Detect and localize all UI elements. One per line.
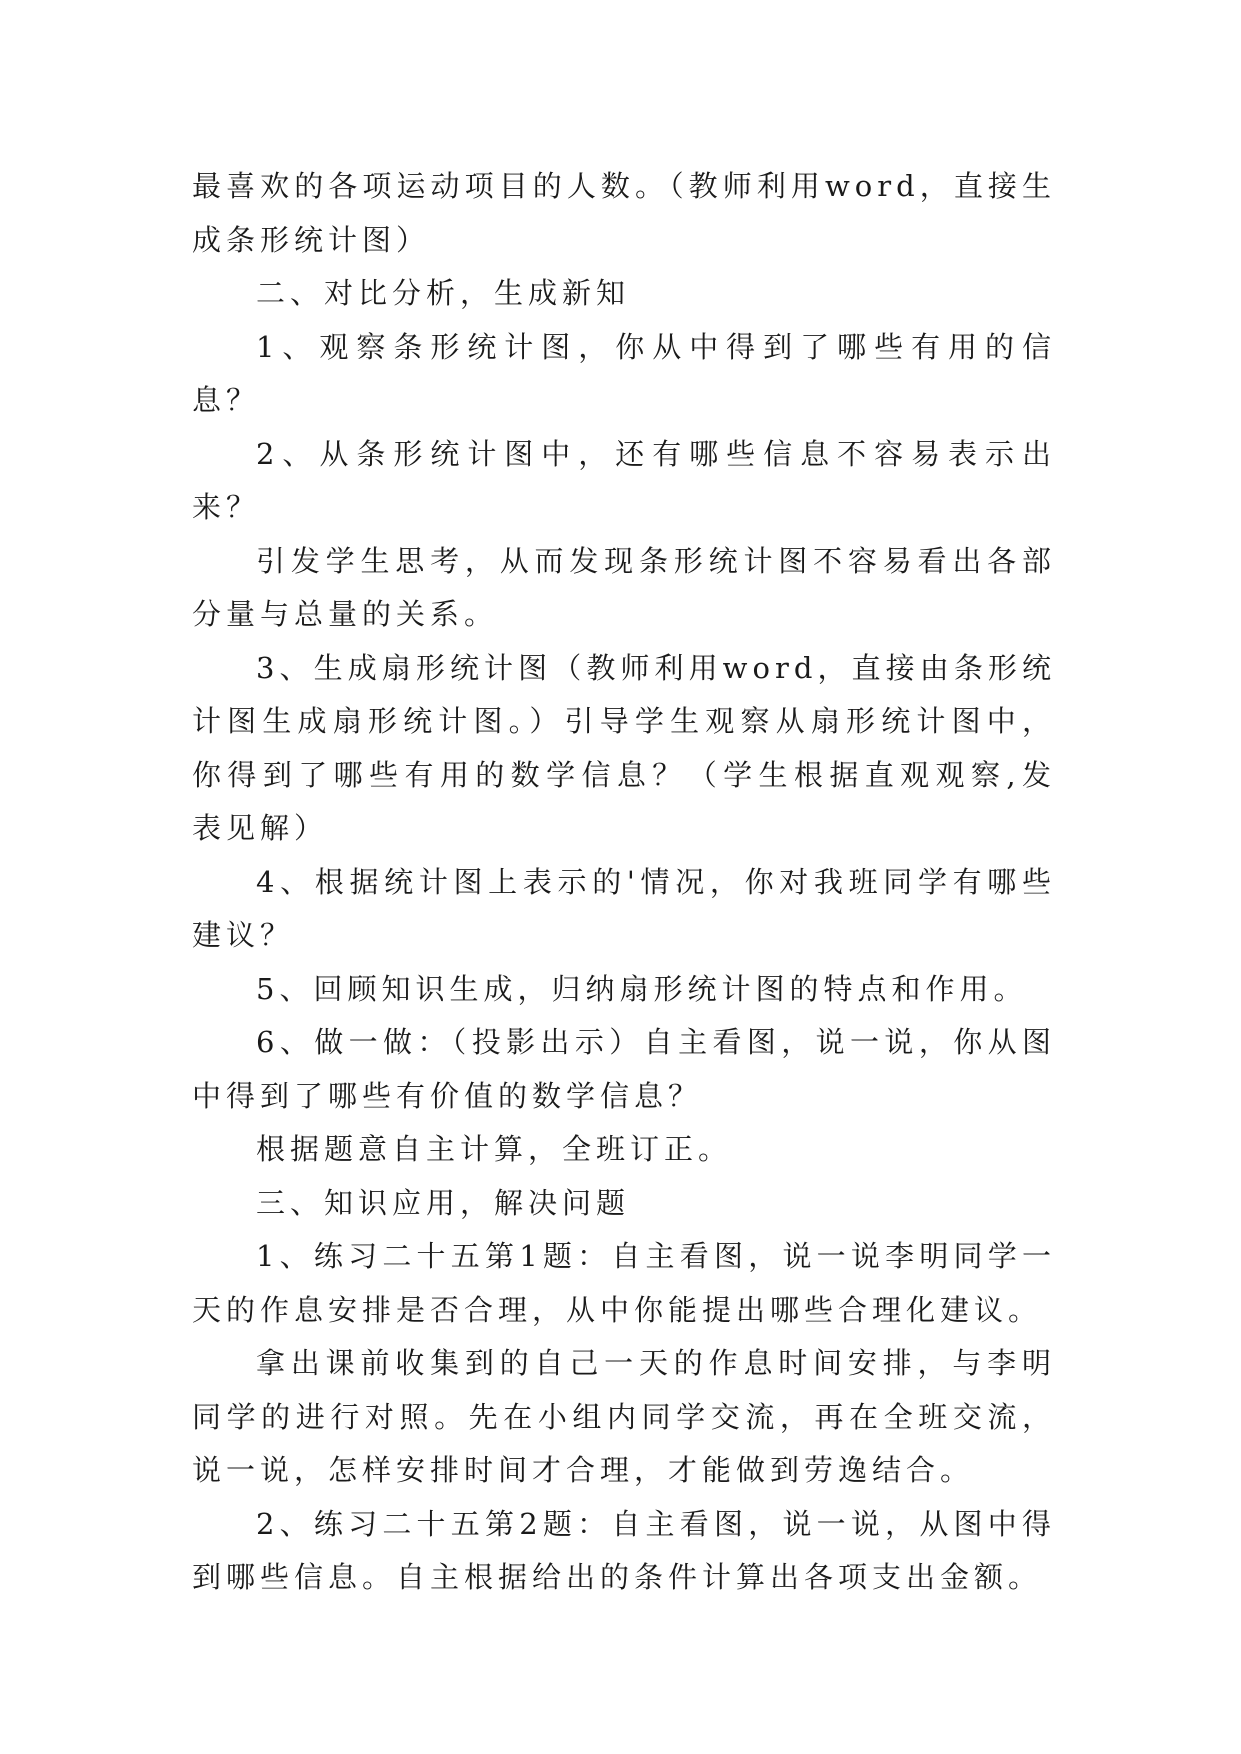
paragraph-prompt-thinking: 引发学生思考，从而发现条形统计图不容易看出各部分量与总量的关系。 xyxy=(192,543,1056,631)
paragraph-item-6: 6、做一做：（投影出示）自主看图，说一说，你从图中得到了哪些有价值的数学信息？ xyxy=(192,1025,1056,1113)
paragraph-exercise-2: 2、练习二十五第2题：自主看图，说一说，从图中得到哪些信息。自主根据给出的条件计算出各项支出金额。 xyxy=(192,1506,1056,1594)
paragraph-correction: 根据题意自主计算，全班订正。 xyxy=(256,1132,733,1166)
heading-knowledge-application: 三、知识应用，解决问题 xyxy=(256,1185,631,1220)
heading-compare-analysis: 二、对比分析，生成新知 xyxy=(256,276,631,310)
paragraph-item-3: 3、生成扇形统计图（教师利用word，直接由条形统计图生成扇形统计图。）引导学生观察从扇形统计图中，你得到了哪些有用的数学信息？（学生根据直观观察,发表见解） xyxy=(192,650,1056,845)
paragraph-schedule-compare: 拿出课前收集到的自己一天的作息时间安排，与李明同学的进行对照。先在小组内同学交流，再在全班交流，说一说，怎样安排时间才合理，才能做到劳逸结合。 xyxy=(192,1346,1056,1487)
paragraph-item-4: 4、根据统计图上表示的'情况，你对我班同学有哪些建议？ xyxy=(192,864,1056,952)
paragraph-1: 最喜欢的各项运动项目的人数。（教师利用word，直接生成条形统计图） xyxy=(192,169,1056,257)
paragraph-item-5: 5、回顾知识生成，归纳扇形统计图的特点和作用。 xyxy=(256,971,1028,1006)
document-body xyxy=(192,160,1056,1605)
paragraph-question-2: 2、从条形统计图中，还有哪些信息不容易表示出来？ xyxy=(192,436,1056,524)
paragraph-question-1: 1、观察条形统计图，你从中得到了哪些有用的信息？ xyxy=(192,329,1056,417)
paragraph-exercise-1: 1、练习二十五第1题：自主看图，说一说李明同学一天的作息安排是否合理，从中你能提出哪些合理化建议。 xyxy=(192,1239,1056,1327)
